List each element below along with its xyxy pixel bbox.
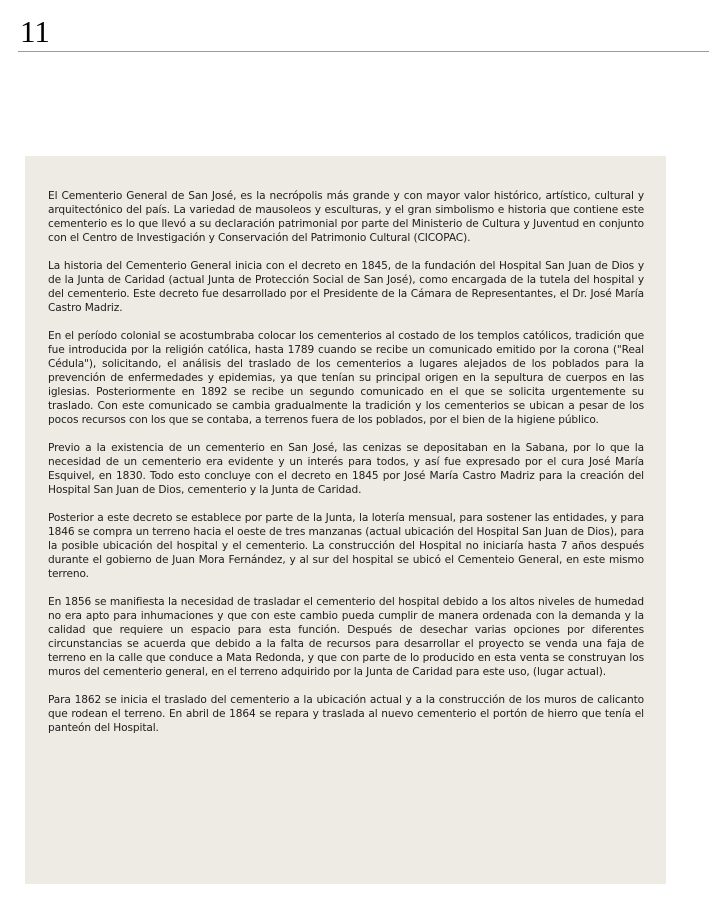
page-number: 11 — [20, 14, 50, 49]
paragraph-history-origin: La historia del Cementerio General inicia con el decreto en 1845, de la fundación del Hospital San Juan de Dios y de la Junta de Caridad (actual Junta de Protección Social de San José), como encargada de la tutela del hospital y del cementerio. Este decreto fue desarrollado por el Presidente de la Cámara de Representantes, el Dr. José María Castro Madriz. — [48, 260, 644, 314]
paragraph-colonial-period: En el período colonial se acostumbraba colocar los cementerios al costado de los templos católicos, tradición que fue introducida por la religión católica, hasta 1789 cuando se recibe un comunicado emitido por la corona ("Real Cédula"), solicitando, el análisis del traslado de los cementerios a lugares alejados de los poblados para la prevención de enfermedades y epidemias, ya que tenían su principal origen en la sepultura de cuerpos en las iglesias. Posteriormente en 1892 se recibe un segundo comunicado en el que se solicita urgentemente su traslado. Con este comunicado se cambia gradualmente la tradición y los cementerios se ubican a pesar de los pocos recursos con los que se contaba, a terrenos fuera de los poblados, por el bien de la higiene público. — [48, 330, 644, 426]
article-panel — [25, 156, 666, 884]
paragraph-relocation-1862: Para 1862 se inicia el traslado del cementerio a la ubicación actual y a la construcción de los muros de calicanto que rodean el terreno. En abril de 1864 se repara y traslada al nuevo cementerio el portón de hierro que tenía el panteón del Hospital. — [48, 694, 644, 734]
header-divider — [18, 51, 709, 52]
paragraph-before-cemetery: Previo a la existencia de un cementerio en San José, las cenizas se depositaban en la Sabana, por lo que la necesidad de un cementerio era evidente y un interés para todos, y así fue expresado por el cura José María Esquivel, en 1830. Todo esto concluye con el decreto en 1845 por José María Castro Madriz para la creación del Hospital San Juan de Dios, cementerio y la Junta de Caridad. — [48, 442, 644, 496]
paragraph-relocation-need: En 1856 se manifiesta la necesidad de trasladar el cementerio del hospital debido a los altos niveles de humedad no era apto para inhumaciones y que con este cambio pueda cumplir de manera ordenada con la demanda y la calidad que requiere un espacio para esta función. Después de desechar varias opciones por diferentes circunstancias se acuerda que debido a la falta de recursos para desarrollar el proyecto se venda una faja de terreno en la calle que conduce a Mata Redonda, y que con parte de lo producido en esta venta se construyan los muros del cementerio general, en el terreno adquirido por la Junta de Caridad para este uso, (lugar actual). — [48, 596, 644, 678]
paragraph-intro: El Cementerio General de San José, es la necrópolis más grande y con mayor valor histórico, artístico, cultural y arquitectónico del país. La variedad de mausoleos y esculturas, y el gran simbolismo e historia que contiene este cementerio es lo que llevó a su declaración patrimonial por parte del Ministerio de Cultura y Juventud en conjunto con el Centro de Investigación y Conservación del Patrimonio Cultural (CICOPAC). — [48, 190, 644, 244]
paragraph-after-decree: Posterior a este decreto se establece por parte de la Junta, la lotería mensual, para sostener las entidades, y para 1846 se compra un terreno hacia el oeste de tres manzanas (actual ubicación del Hospital San Juan de Dios), para la posible ubicación del hospital y el cementerio. La construcción del Hospital no iniciaría hasta 7 años después durante el gobierno de Juan Mora Fernández, y al sur del hospital se ubicó el Cementeio General, en este mismo terreno. — [48, 512, 644, 580]
